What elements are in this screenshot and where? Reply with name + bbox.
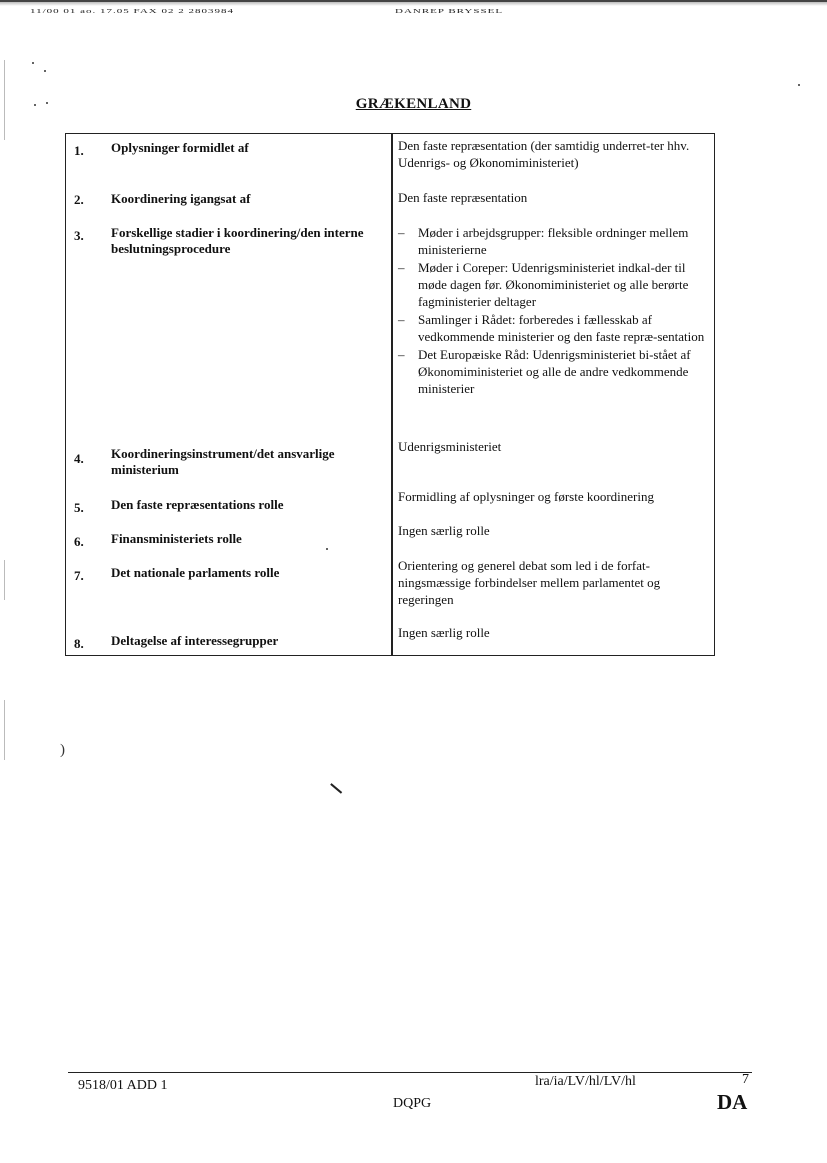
scan-artifact-line — [4, 560, 5, 600]
row-number: 2. — [74, 192, 84, 207]
column-divider — [391, 134, 393, 655]
row-answer: Den faste repræsentation (der samtidig underret-ter hhv. Udenrigs- og Økonomiministeriet) — [398, 138, 690, 170]
row-label: Oplysninger formidlet af — [111, 140, 249, 155]
row-number: 6. — [74, 534, 84, 549]
row-answer: Den faste repræsentation — [398, 190, 528, 205]
scan-artifact-line — [4, 700, 5, 760]
row-number: 1. — [74, 143, 84, 158]
footer-page-number: 7 — [742, 1072, 749, 1087]
row-answer: Formidling af oplysninger og første koordinering — [398, 489, 654, 504]
bullet-item — [398, 224, 708, 258]
bullet-text: Samlinger i Rådet: forberedes i fællesskab af vedkommende ministerier og den faste repræ-sentation — [418, 312, 705, 344]
row-answer: Ingen særlig rolle — [398, 523, 490, 538]
dash-icon: – — [398, 260, 405, 275]
scan-speck — [32, 62, 34, 64]
fax-header-right: DANREP BRYSSEL — [395, 8, 504, 15]
dash-icon: – — [398, 312, 405, 327]
footer-dept: DQPG — [393, 1096, 432, 1111]
row-label: Den faste repræsentations rolle — [111, 497, 284, 512]
footer-doc-ref: 9518/01 ADD 1 — [78, 1078, 168, 1093]
row-answer: Ingen særlig rolle — [398, 625, 490, 640]
bullet-text: Møder i Coreper: Udenrigsministeriet indkal-der til møde dagen før. Økonomiministeriet og alle berørte fagministerier deltager — [418, 260, 689, 309]
row-number: 5. — [74, 500, 84, 515]
bullet-item — [398, 259, 708, 310]
row-answer: Orientering og generel debat som led i de forfat-ningsmæssige forbindelser mellem parlamentet og regeringen — [398, 558, 661, 607]
fax-header-left: 11/00 01 ao. 17.05 FAX 02 2 2803984 — [30, 8, 234, 15]
dash-icon: – — [398, 347, 405, 362]
row-answer-bullets — [398, 224, 708, 398]
row-answer: Udenrigsministeriet — [398, 439, 502, 454]
bullet-list — [398, 224, 708, 397]
scan-speck — [44, 70, 46, 72]
scan-stroke-mark — [331, 783, 343, 793]
page-title — [0, 96, 827, 113]
row-number: 3. — [74, 228, 84, 243]
footer-language: DA — [717, 1090, 748, 1114]
row-label: Det nationale parlaments rolle — [111, 565, 280, 580]
row-label: Finansministeriets rolle — [111, 531, 242, 546]
row-number: 7. — [74, 568, 84, 583]
row-label: Koordinering igangsat af — [111, 191, 251, 206]
row-label: Koordineringsinstrument/det ansvarlige ministerium — [111, 446, 335, 477]
bullet-item — [398, 346, 708, 397]
bullet-text: Møder i arbejdsgrupper: fleksible ordninger mellem ministerierne — [418, 225, 689, 257]
row-label: Forskellige stadier i koordinering/den interne beslutningsprocedure — [111, 225, 364, 256]
dash-icon: – — [398, 225, 405, 240]
bullet-text: Det Europæiske Råd: Udenrigsministeriet bi-stået af Økonomiministeriet og alle de andre vedkommende ministerier — [418, 347, 691, 396]
scan-speck — [798, 84, 800, 86]
page-title-text: GRÆKENLAND — [355, 96, 472, 112]
coordination-table — [65, 133, 715, 656]
row-label: Deltagelse af interessegrupper — [111, 633, 279, 648]
footer-initials: lra/ia/LV/hl/LV/hl — [535, 1074, 636, 1089]
scan-parenthesis-mark: ) — [60, 742, 65, 758]
row-number: 4. — [74, 451, 84, 466]
bullet-item — [398, 311, 708, 345]
footer-rule — [68, 1072, 752, 1073]
row-number: 8. — [74, 636, 84, 651]
fax-top-rule — [0, 0, 827, 6]
